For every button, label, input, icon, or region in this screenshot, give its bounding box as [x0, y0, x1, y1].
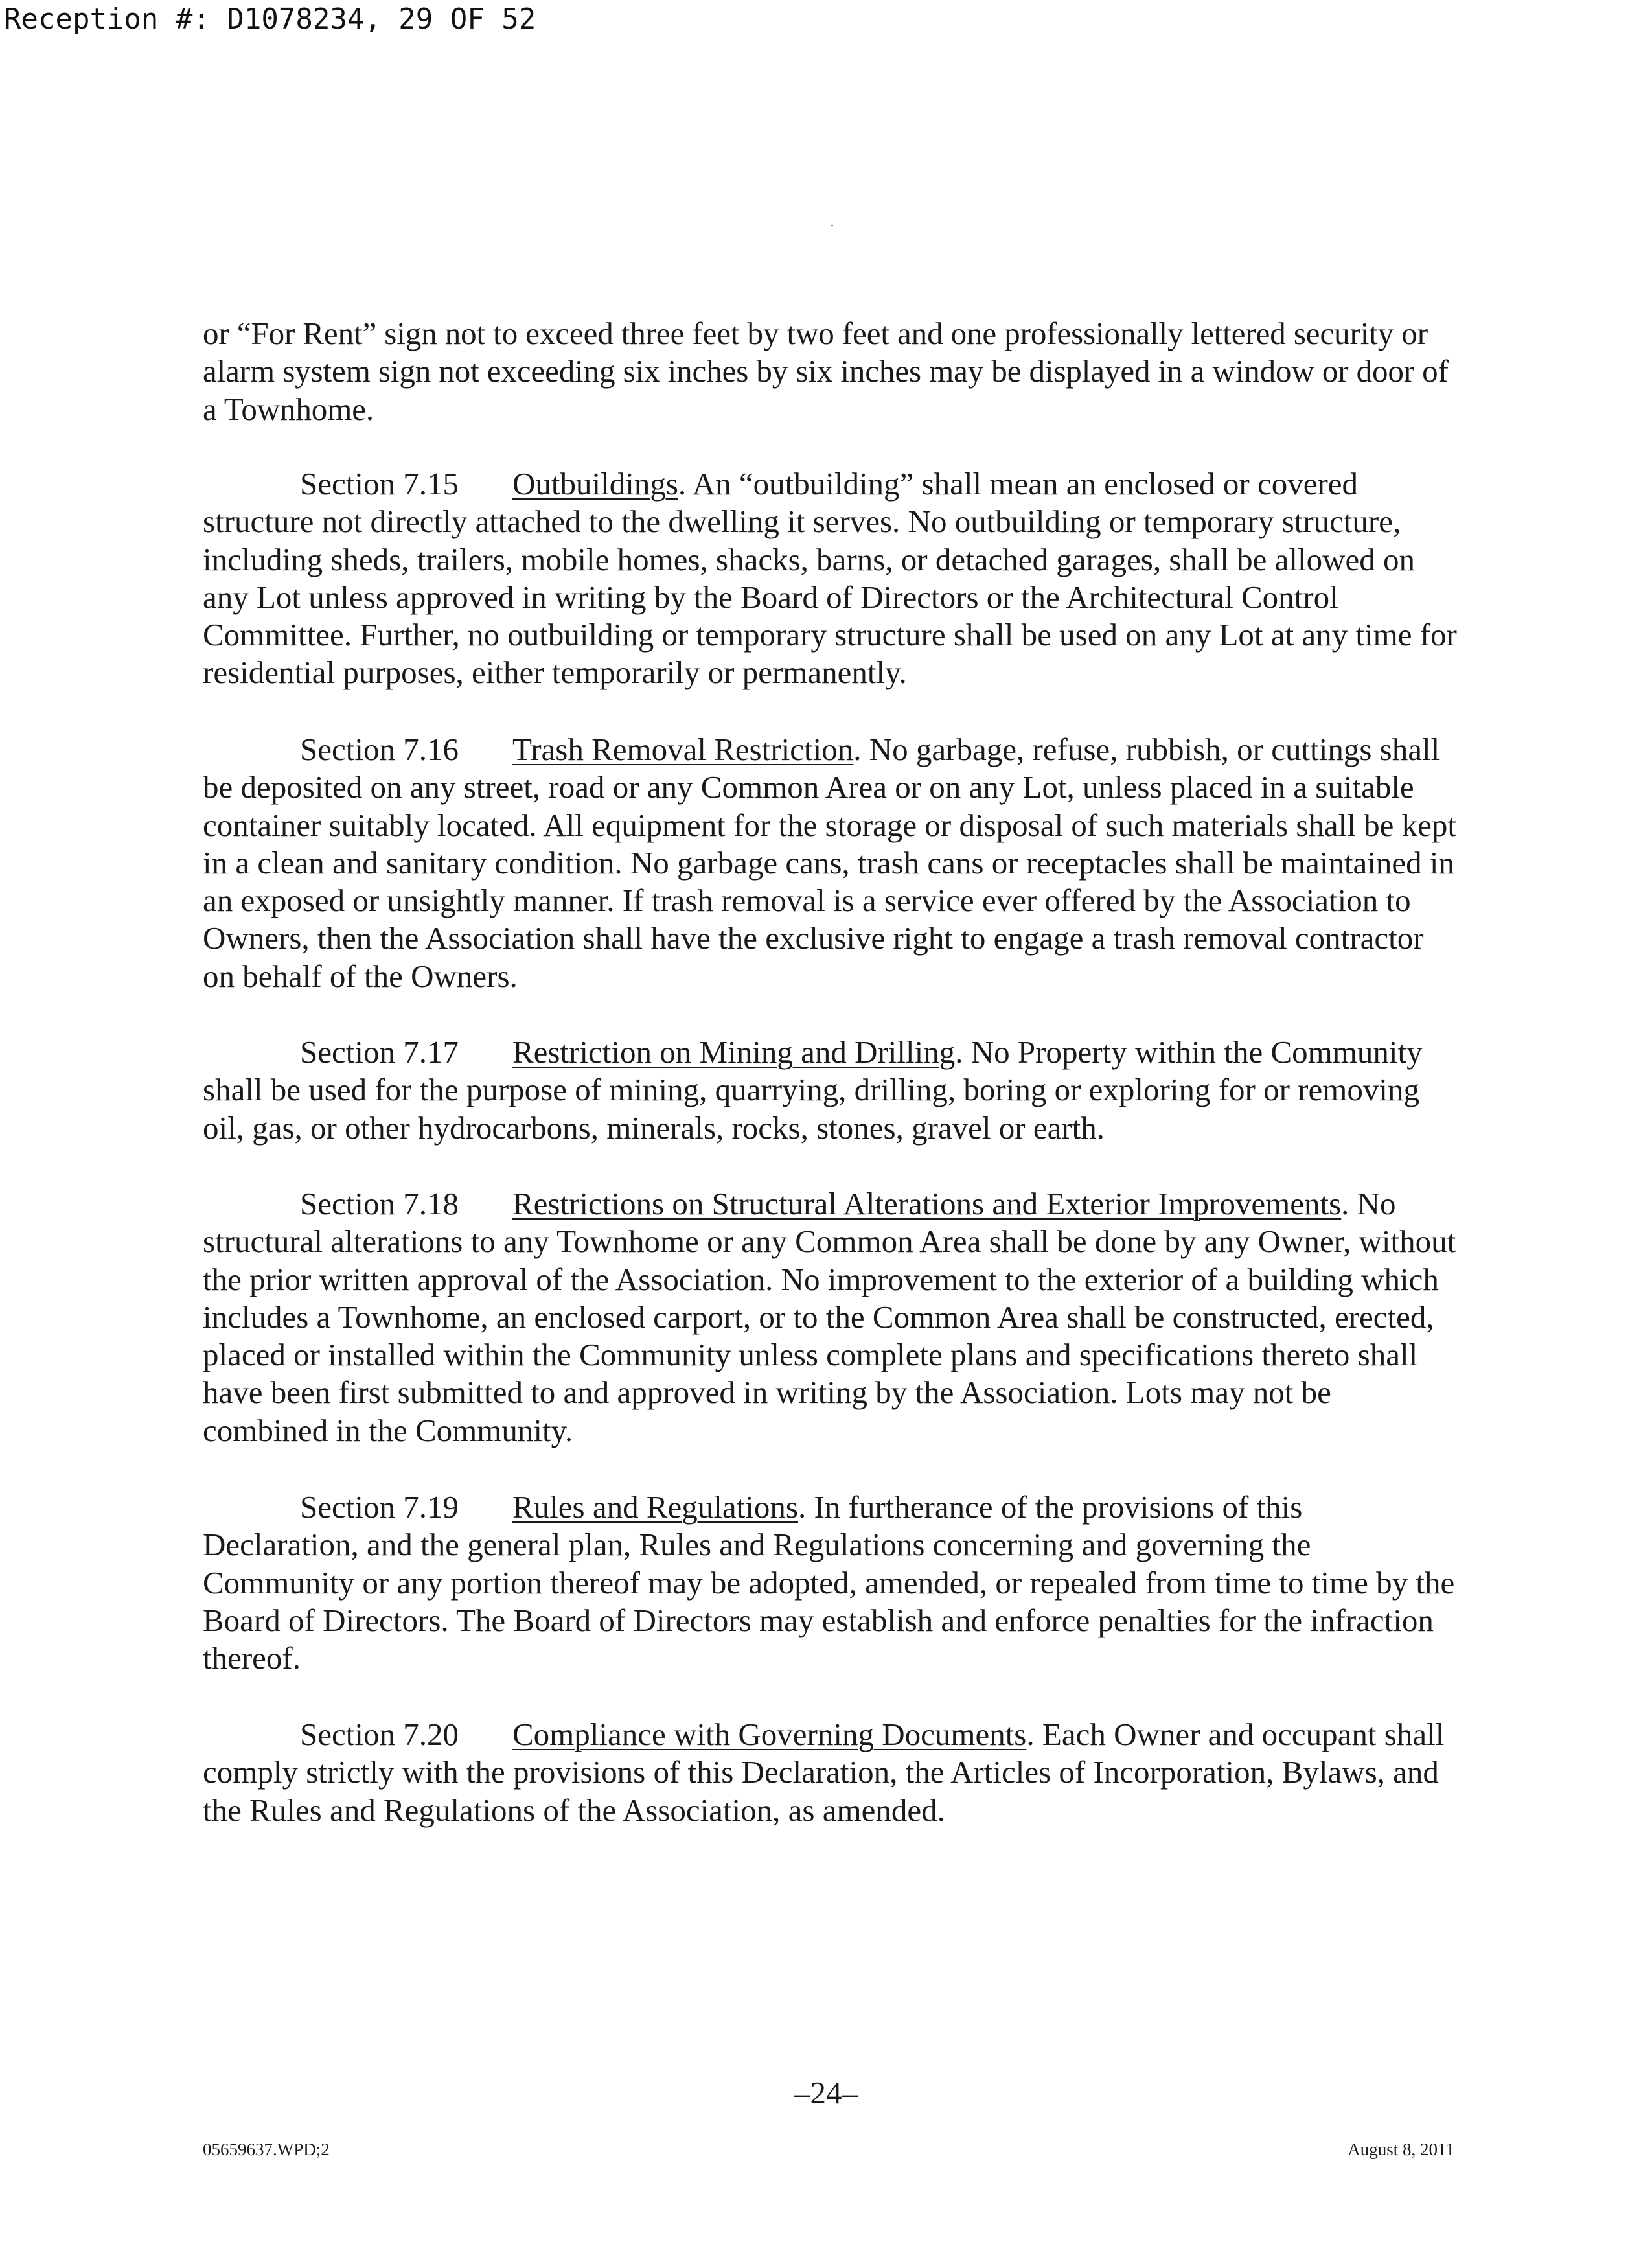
section-7-15: [203, 465, 1460, 692]
intro-paragraph: [203, 315, 1460, 428]
section-number: Section 7.16: [300, 732, 459, 767]
page-number: –24–: [794, 2075, 858, 2110]
document-id: 05659637.WPD;2: [203, 2140, 330, 2159]
section-body: . In furtherance of the provisions of this Declaration, and the general plan, Rules and Regulations concerning and governing the Community or any portion thereof may be adopted, amended, or repealed from time to time by the Board of Directors. The Board of Directors may establish and enforce penalties for the infraction thereof.: [203, 1489, 1455, 1676]
section-7-17: [203, 1034, 1460, 1147]
section-7-16: [203, 731, 1460, 995]
reception-header: Reception #: D1078234, 29 OF 52: [4, 3, 536, 36]
section-body: . An “outbuilding” shall mean an enclosed or covered structure not directly attached to the dwelling it serves. No outbuilding or temporary structure, including sheds, trailers, mobile homes, shacks, barns, or detached garages, shall be allowed on any Lot unless approved in writing by the Board of Directors or the Architectural Control Committee. Further, no outbuilding or temporary structure shall be used on any Lot at any time for residential purposes, either temporarily or permanently.: [203, 466, 1457, 691]
section-body: . Each Owner and occupant shall comply strictly with the provisions of this Declaration, the Articles of Incorporation, Bylaws, and the Rules and Regulations of the Association, as amended.: [203, 1717, 1445, 1828]
section-title: Outbuildings: [512, 466, 678, 502]
section-number: Section 7.15: [300, 466, 459, 502]
section-title: Trash Removal Restriction: [512, 732, 854, 767]
section-number: Section 7.19: [300, 1489, 459, 1525]
section-number: Section 7.17: [300, 1034, 459, 1070]
section-title: Compliance with Governing Documents: [512, 1717, 1027, 1752]
section-7-18: [203, 1185, 1460, 1450]
section-number: Section 7.20: [300, 1717, 459, 1752]
document-date: August 8, 2011: [1348, 2140, 1454, 2159]
scan-speck: [831, 225, 833, 226]
section-title: Restriction on Mining and Drilling: [512, 1034, 956, 1070]
section-7-19: [203, 1488, 1460, 1677]
section-body: . No garbage, refuse, rubbish, or cuttings shall be deposited on any street, road or any Common Area or on any Lot, unless placed in a suitable container suitably located. All equipment for the storage or disposal of such materials shall be kept in a clean and sanitary condition. No garbage cans, trash cans or receptacles shall be maintained in an exposed or unsightly manner. If trash removal is a service ever offered by the Association to Owners, then the Association shall have the exclusive right to engage a trash removal contractor on behalf of the Owners.: [203, 732, 1456, 994]
intro-text: or “For Rent” sign not to exceed three feet by two feet and one professionally lettered security or alarm system sign not exceeding six inches by six inches may be displayed in a window or door of a Townhome.: [203, 316, 1449, 427]
section-body: . No Property within the Community shall be used for the purpose of mining, quarrying, drilling, boring or exploring for or removing oil, gas, or other hydrocarbons, minerals, rocks, stones, gravel or earth.: [203, 1034, 1423, 1146]
section-7-20: [203, 1716, 1460, 1829]
section-title: Restrictions on Structural Alterations and Exterior Improvements: [512, 1186, 1342, 1221]
section-body: . No structural alterations to any Townhome or any Common Area shall be done by any Owner, without the prior written approval of the Association. No improvement to the exterior of a building which includes a Townhome, an enclosed carport, or to the Common Area shall be constructed, erected, placed or installed within the Community unless complete plans and specifications thereto shall have been first submitted to and approved in writing by the Association. Lots may not be combined in the Community.: [203, 1186, 1456, 1448]
section-number: Section 7.18: [300, 1186, 459, 1221]
section-title: Rules and Regulations: [512, 1489, 798, 1525]
